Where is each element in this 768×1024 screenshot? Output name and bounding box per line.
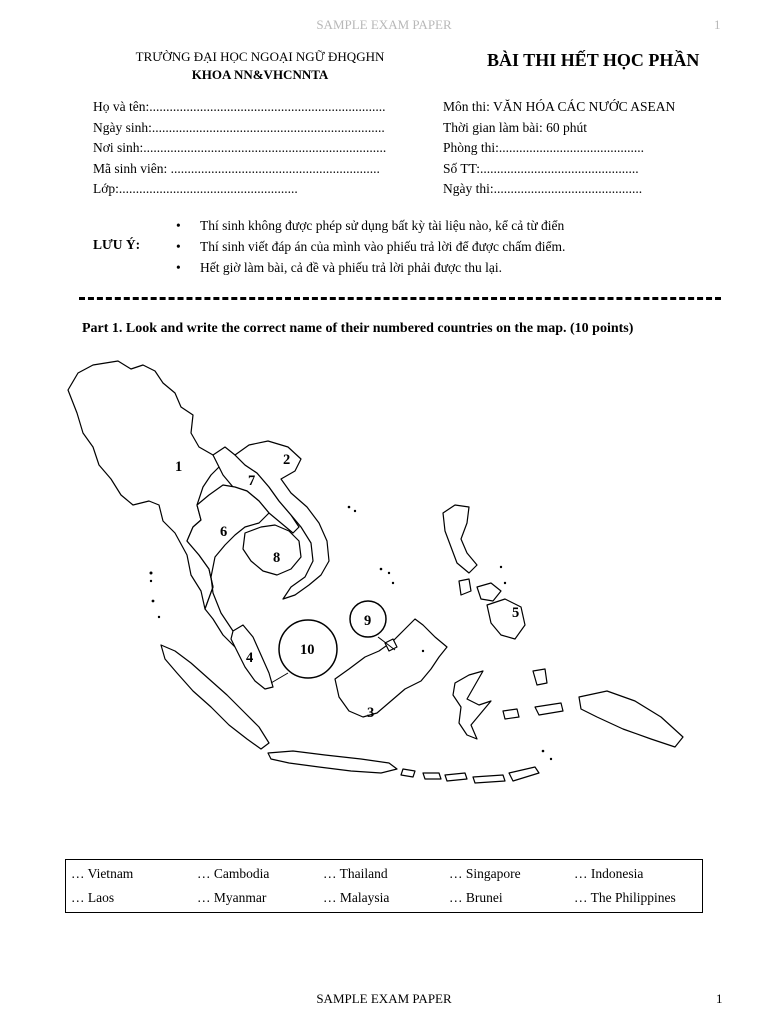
map-region-mindoro [459,579,471,595]
footer-label: SAMPLE EXAM PAPER [316,991,452,1006]
map-region-myanmar [68,361,223,609]
map-label-8: 8 [273,550,281,566]
field-seat-number: Số TT:............................................... [443,161,639,176]
field-exam-date: Ngày thi:............................................ [443,181,643,196]
map-region-flores [473,775,505,783]
answer-option: … Malaysia [323,890,390,905]
map-label-7: 7 [248,473,256,489]
southeast-asia-map [63,355,713,820]
note-item: • Hết giờ làm bài, cả đề và phiếu trả lời phải được thu lại. [172,257,565,278]
field-student-id: Mã sinh viên: .............................................................. [93,161,380,176]
map-label-6: 6 [220,524,228,540]
answer-option: … Cambodia [197,866,270,881]
section-divider [79,297,721,300]
faculty-name: KHOA NN&VHCNNTA [191,67,329,82]
map-label-9: 9 [364,613,372,629]
map-region-java [268,751,397,773]
map-label-10: 10 [300,642,315,658]
answer-option: … Vietnam [71,866,134,881]
map-region-seram [535,703,563,715]
map-region-lombok [423,773,441,779]
answer-option: … Brunei [449,890,503,905]
map-region-luzon [443,505,477,573]
map-region-halmahera [533,669,547,685]
school-name: TRƯỜNG ĐẠI HỌC NGOẠI NGỮ ĐHQGHN [135,49,385,64]
part1-instruction: Part 1. Look and write the correct name of their numbered countries on the map. (10 points) [82,321,634,336]
answer-option: … Myanmar [197,890,267,905]
map-region-sulawesi [453,671,491,739]
answer-option: … Indonesia [574,866,644,881]
map-region-bali [401,769,415,777]
exam-title: BÀI THI HẾT HỌC PHẦN [487,50,700,70]
map-label-3: 3 [367,705,375,721]
field-date-of-birth: Ngày sinh:..................................................................... [93,120,385,135]
footer-page-number: 1 [716,991,723,1006]
note-list [172,215,565,278]
map-region-western-new-guinea [579,691,683,747]
header-watermark: SAMPLE EXAM PAPER [316,17,452,32]
map-region-mindanao [487,599,525,639]
field-class: Lớp:..................................................... [93,181,298,196]
field-place-of-birth: Nơi sinh:........................................................................ [93,140,387,155]
answer-option: … The Philippines [574,890,676,905]
note-label: LƯU Ý: [93,237,141,252]
map-label-4: 4 [246,650,254,666]
field-full-name: Họ và tên:...................................................................... [93,99,386,114]
map-region-buru [503,709,519,719]
field-subject: Môn thi: VĂN HÓA CÁC NƯỚC ASEAN [443,99,676,114]
map-label-1: 1 [175,459,183,475]
map-label-5: 5 [512,605,520,621]
answer-option: … Singapore [449,866,521,881]
field-exam-room: Phòng thi:........................................... [443,140,645,155]
answer-option: … Thailand [323,866,388,881]
field-duration: Thời gian làm bài: 60 phút [443,120,587,135]
answer-options-box [65,859,703,913]
header-page-number: 1 [714,17,721,32]
map-region-borneo [335,619,447,717]
map-region-visayas [477,583,501,601]
map-region-sumbawa [445,773,467,781]
note-item: • Thí sinh viết đáp án của mình vào phiếu trả lời để được chấm điểm. [172,236,565,257]
answer-option: … Laos [71,890,115,905]
note-item: • Thí sinh không được phép sử dụng bất kỳ tài liệu nào, kể cả từ điển [172,215,565,236]
map-region-timor [509,767,539,781]
map-label-2: 2 [283,452,291,468]
